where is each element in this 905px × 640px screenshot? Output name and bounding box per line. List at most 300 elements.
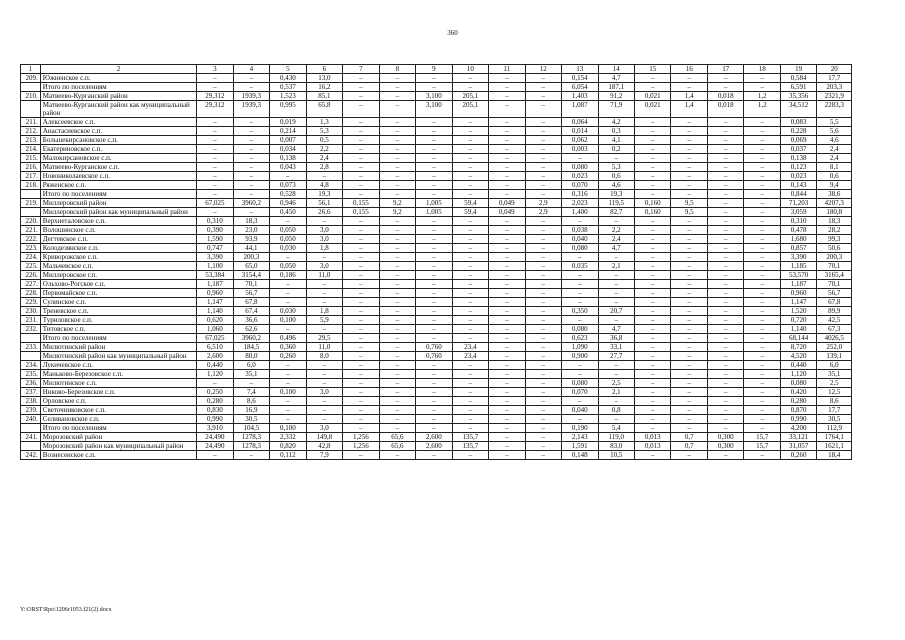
value-cell: –	[744, 379, 780, 388]
value-cell: –	[635, 316, 671, 325]
value-cell: –	[671, 217, 707, 226]
value-cell: 0,138	[780, 154, 816, 163]
value-cell: –	[343, 379, 379, 388]
value-cell: 0,6	[817, 172, 852, 181]
value-cell: –	[452, 451, 488, 460]
value-cell: –	[525, 262, 561, 271]
value-cell: –	[635, 217, 671, 226]
value-cell: –	[635, 163, 671, 172]
value-cell: –	[525, 433, 561, 442]
value-cell: 0,857	[780, 244, 816, 253]
table-row	[21, 118, 852, 127]
value-cell: 29,312	[197, 101, 233, 118]
row-index: 215.	[21, 154, 41, 163]
table-row	[21, 199, 852, 208]
value-cell: –	[707, 424, 743, 433]
value-cell: –	[525, 101, 561, 118]
value-cell: 1,591	[562, 442, 598, 451]
value-cell: –	[635, 226, 671, 235]
value-cell: –	[452, 145, 488, 154]
value-cell: –	[416, 280, 452, 289]
value-cell: –	[489, 253, 525, 262]
value-cell: –	[525, 415, 561, 424]
value-cell: 0,760	[416, 352, 452, 361]
value-cell: –	[525, 181, 561, 190]
value-cell: –	[343, 262, 379, 271]
value-cell: –	[379, 424, 415, 433]
value-cell: –	[744, 343, 780, 352]
value-cell: 4,7	[598, 325, 634, 334]
value-cell: –	[744, 190, 780, 199]
value-cell: –	[707, 127, 743, 136]
value-cell: –	[744, 83, 780, 92]
value-cell: –	[379, 397, 415, 406]
value-cell: 0,300	[707, 442, 743, 451]
value-cell: 8,1	[817, 163, 852, 172]
value-cell: –	[744, 145, 780, 154]
column-number: 13	[562, 65, 598, 74]
value-cell: –	[707, 298, 743, 307]
value-cell: –	[707, 370, 743, 379]
value-cell: –	[562, 271, 598, 280]
value-cell: 5,9	[306, 316, 342, 325]
value-cell: –	[379, 74, 415, 83]
value-cell: 68,144	[780, 334, 816, 343]
value-cell: –	[416, 127, 452, 136]
value-cell: –	[525, 379, 561, 388]
value-cell: –	[707, 199, 743, 208]
value-cell: –	[489, 379, 525, 388]
value-cell: 0,990	[780, 415, 816, 424]
value-cell: –	[197, 145, 233, 154]
value-cell: 4,520	[780, 352, 816, 361]
value-cell: 33,121	[780, 433, 816, 442]
value-cell: –	[416, 217, 452, 226]
value-cell: –	[270, 253, 306, 262]
value-cell: –	[489, 289, 525, 298]
value-cell: 0,946	[270, 199, 306, 208]
value-cell: 0,040	[562, 235, 598, 244]
value-cell: –	[379, 379, 415, 388]
value-cell: –	[197, 136, 233, 145]
row-index: 213.	[21, 136, 41, 145]
value-cell: –	[416, 415, 452, 424]
value-cell: –	[635, 361, 671, 370]
value-cell: 16,2	[306, 83, 342, 92]
value-cell: 0,350	[562, 307, 598, 316]
value-cell: –	[744, 253, 780, 262]
value-cell: –	[233, 74, 269, 83]
value-cell: –	[270, 379, 306, 388]
value-cell: –	[343, 253, 379, 262]
value-cell: –	[343, 415, 379, 424]
value-cell: –	[525, 244, 561, 253]
row-index: 212.	[21, 127, 41, 136]
value-cell: –	[635, 370, 671, 379]
value-cell: –	[671, 172, 707, 181]
value-cell: –	[489, 163, 525, 172]
value-cell: –	[343, 83, 379, 92]
row-index: 224.	[21, 253, 41, 262]
value-cell: –	[707, 244, 743, 253]
value-cell: 1,005	[416, 208, 452, 217]
value-cell: 31,057	[780, 442, 816, 451]
value-cell: –	[671, 361, 707, 370]
value-cell: –	[671, 271, 707, 280]
value-cell: 4,7	[598, 74, 634, 83]
row-index	[21, 424, 41, 433]
value-cell: –	[707, 74, 743, 83]
value-cell: –	[452, 289, 488, 298]
value-cell: 0,013	[635, 442, 671, 451]
value-cell: –	[671, 83, 707, 92]
value-cell: –	[525, 154, 561, 163]
value-cell: 20,7	[598, 307, 634, 316]
value-cell: 13,0	[306, 74, 342, 83]
value-cell: –	[233, 145, 269, 154]
value-cell: –	[635, 154, 671, 163]
territory-name: Анастасиевское с.п.	[40, 127, 196, 136]
value-cell: –	[707, 307, 743, 316]
territory-name: Маньково-Березовское с.п.	[40, 370, 196, 379]
value-cell: 4,6	[598, 181, 634, 190]
value-cell: 0,820	[270, 442, 306, 451]
value-cell: 35,1	[233, 370, 269, 379]
value-cell: 4,2	[598, 118, 634, 127]
value-cell: –	[452, 83, 488, 92]
value-cell: –	[489, 325, 525, 334]
value-cell: 42,8	[306, 442, 342, 451]
row-index: 216.	[21, 163, 41, 172]
value-cell: –	[671, 343, 707, 352]
column-number: 10	[452, 65, 488, 74]
value-cell: –	[343, 163, 379, 172]
value-cell: –	[525, 136, 561, 145]
value-cell: –	[197, 181, 233, 190]
value-cell: 1,100	[197, 262, 233, 271]
value-cell: 12,5	[817, 388, 852, 397]
value-cell: –	[489, 424, 525, 433]
territory-name: Матвеево-Курганский район как муниципальный район	[40, 101, 196, 118]
value-cell: 1,005	[416, 199, 452, 208]
value-cell: –	[379, 325, 415, 334]
value-cell: 2,9	[525, 199, 561, 208]
value-cell: 34,512	[780, 101, 816, 118]
value-cell: –	[635, 181, 671, 190]
value-cell: –	[744, 181, 780, 190]
value-cell: 0,080	[562, 163, 598, 172]
value-cell: 42,5	[817, 316, 852, 325]
value-cell: 1,4	[671, 92, 707, 101]
value-cell: –	[452, 424, 488, 433]
value-cell: –	[671, 415, 707, 424]
value-cell: –	[744, 415, 780, 424]
value-cell: 0,190	[562, 424, 598, 433]
value-cell: –	[707, 316, 743, 325]
value-cell: 0,186	[270, 271, 306, 280]
value-cell: –	[416, 379, 452, 388]
value-cell: 29,312	[197, 92, 233, 101]
row-index: 227.	[21, 280, 41, 289]
value-cell: 91,2	[598, 92, 634, 101]
value-cell: 16,9	[233, 406, 269, 415]
column-number: 12	[525, 65, 561, 74]
value-cell: 0,250	[197, 388, 233, 397]
value-cell: –	[416, 74, 452, 83]
value-cell: –	[416, 397, 452, 406]
value-cell: –	[671, 253, 707, 262]
value-cell: –	[707, 289, 743, 298]
value-cell: 6,054	[562, 83, 598, 92]
value-cell: –	[707, 190, 743, 199]
value-cell: 0,021	[635, 92, 671, 101]
territory-name: Титовское с.п.	[40, 325, 196, 334]
value-cell: 85,1	[306, 92, 342, 101]
column-number: 17	[707, 65, 743, 74]
value-cell: –	[489, 370, 525, 379]
territory-name: Никово-Березовское с.п.	[40, 388, 196, 397]
value-cell: –	[562, 397, 598, 406]
value-cell: –	[379, 154, 415, 163]
value-cell: –	[489, 226, 525, 235]
value-cell: 0,214	[270, 127, 306, 136]
table-row	[21, 388, 852, 397]
value-cell: 0,160	[635, 208, 671, 217]
value-cell: 0,034	[270, 145, 306, 154]
value-cell: 2,4	[598, 235, 634, 244]
value-cell: –	[270, 289, 306, 298]
value-cell: –	[635, 145, 671, 154]
table-row	[21, 163, 852, 172]
row-index: 233.	[21, 343, 41, 352]
value-cell: 0,100	[270, 424, 306, 433]
value-cell: –	[635, 118, 671, 127]
value-cell: –	[452, 334, 488, 343]
value-cell: 1621,1	[817, 442, 852, 451]
value-cell: –	[416, 118, 452, 127]
value-cell: 119,0	[598, 433, 634, 442]
row-index: 210.	[21, 92, 41, 101]
value-cell: –	[416, 361, 452, 370]
value-cell: –	[671, 406, 707, 415]
value-cell: –	[489, 83, 525, 92]
value-cell: –	[306, 415, 342, 424]
value-cell: 1939,3	[233, 92, 269, 101]
value-cell: –	[525, 145, 561, 154]
value-cell: 67,025	[197, 334, 233, 343]
value-cell: 252,0	[817, 343, 852, 352]
value-cell: 0,073	[270, 181, 306, 190]
territory-name: Ряженское с.п.	[40, 181, 196, 190]
value-cell: –	[744, 172, 780, 181]
value-cell: –	[306, 379, 342, 388]
value-cell: –	[379, 92, 415, 101]
value-cell: –	[343, 92, 379, 101]
value-cell: –	[562, 370, 598, 379]
value-cell: 1,120	[780, 370, 816, 379]
row-index: 226.	[21, 271, 41, 280]
value-cell: –	[598, 271, 634, 280]
value-cell: –	[489, 388, 525, 397]
value-cell: 1,256	[343, 433, 379, 442]
value-cell: 3960,2	[233, 334, 269, 343]
value-cell: 0,720	[780, 316, 816, 325]
value-cell: –	[671, 451, 707, 460]
column-number: 5	[270, 65, 306, 74]
value-cell: –	[270, 325, 306, 334]
row-index: 228.	[21, 289, 41, 298]
value-cell: 203,3	[817, 83, 852, 92]
value-cell: 80,0	[233, 352, 269, 361]
row-index: 211.	[21, 118, 41, 127]
value-cell: 0,7	[671, 442, 707, 451]
value-cell: –	[489, 316, 525, 325]
value-cell: –	[489, 217, 525, 226]
value-cell: 0,030	[270, 244, 306, 253]
value-cell: –	[233, 83, 269, 92]
value-cell: 0,8	[598, 406, 634, 415]
value-cell: 200,3	[233, 253, 269, 262]
value-cell: 89,9	[817, 307, 852, 316]
territory-name: Новониколаевское с.п.	[40, 172, 196, 181]
value-cell: 65,6	[379, 433, 415, 442]
value-cell: 5,5	[817, 118, 852, 127]
row-index: 225.	[21, 262, 41, 271]
value-cell: –	[744, 388, 780, 397]
value-cell: 3165,4	[817, 271, 852, 280]
value-cell: –	[598, 397, 634, 406]
value-cell: –	[671, 307, 707, 316]
value-cell: –	[416, 154, 452, 163]
value-cell: –	[635, 388, 671, 397]
value-cell: 8,720	[780, 343, 816, 352]
value-cell: –	[525, 92, 561, 101]
value-cell: 1,520	[780, 307, 816, 316]
value-cell: –	[270, 280, 306, 289]
value-cell: –	[343, 101, 379, 118]
value-cell: –	[671, 298, 707, 307]
value-cell: –	[416, 370, 452, 379]
value-cell: –	[525, 307, 561, 316]
value-cell: –	[635, 74, 671, 83]
value-cell: –	[525, 74, 561, 83]
value-cell: –	[707, 361, 743, 370]
territory-name: Ольхово-Рогское с.п.	[40, 280, 196, 289]
value-cell: 0,070	[562, 181, 598, 190]
value-cell: –	[525, 451, 561, 460]
value-cell: 0,007	[270, 136, 306, 145]
value-cell: 0,228	[780, 127, 816, 136]
value-cell: 1,140	[780, 325, 816, 334]
value-cell: 71,9	[598, 101, 634, 118]
value-cell: –	[525, 163, 561, 172]
value-cell: 19,3	[598, 190, 634, 199]
value-cell: –	[343, 370, 379, 379]
table-row	[21, 83, 852, 92]
value-cell: –	[707, 154, 743, 163]
value-cell: –	[306, 406, 342, 415]
value-cell: 0,050	[270, 262, 306, 271]
value-cell: 1,087	[562, 101, 598, 118]
value-cell: 2,4	[817, 154, 852, 163]
value-cell: –	[635, 172, 671, 181]
value-cell: –	[416, 388, 452, 397]
value-cell: –	[525, 406, 561, 415]
territory-name: Большекирсановское с.п.	[40, 136, 196, 145]
value-cell: –	[197, 118, 233, 127]
value-cell: –	[343, 307, 379, 316]
value-cell: –	[744, 74, 780, 83]
value-cell: –	[306, 172, 342, 181]
value-cell: –	[671, 181, 707, 190]
value-cell: –	[635, 244, 671, 253]
value-cell: –	[598, 253, 634, 262]
value-cell: 82,7	[598, 208, 634, 217]
value-cell: –	[671, 136, 707, 145]
value-cell: –	[744, 397, 780, 406]
value-cell: 38,6	[817, 190, 852, 199]
value-cell: 30,5	[233, 415, 269, 424]
value-cell: –	[635, 352, 671, 361]
value-cell: –	[707, 334, 743, 343]
value-cell: –	[343, 190, 379, 199]
value-cell: 0,496	[270, 334, 306, 343]
value-cell: –	[452, 397, 488, 406]
value-cell: –	[671, 118, 707, 127]
value-cell: –	[489, 361, 525, 370]
value-cell: –	[671, 280, 707, 289]
value-cell: –	[744, 235, 780, 244]
value-cell: –	[233, 172, 269, 181]
value-cell: –	[707, 181, 743, 190]
row-index: 234.	[21, 361, 41, 370]
value-cell: 9,4	[817, 181, 852, 190]
value-cell: –	[744, 199, 780, 208]
value-cell: –	[379, 388, 415, 397]
value-cell: –	[525, 217, 561, 226]
value-cell: 59,4	[452, 208, 488, 217]
value-cell: 0,2	[598, 145, 634, 154]
value-cell: 0,021	[635, 101, 671, 118]
value-cell: –	[452, 163, 488, 172]
value-cell: 1,4	[671, 101, 707, 118]
value-cell: –	[635, 415, 671, 424]
value-cell: 8,6	[233, 397, 269, 406]
row-index	[21, 190, 41, 199]
value-cell: 29,5	[306, 334, 342, 343]
value-cell: –	[635, 190, 671, 199]
value-cell: 0,430	[270, 74, 306, 83]
value-cell: 119,5	[598, 199, 634, 208]
table-row	[21, 424, 852, 433]
territory-name: Южненское с.п.	[40, 74, 196, 83]
value-cell: –	[744, 352, 780, 361]
value-cell: 18,4	[817, 451, 852, 460]
row-index: 218.	[21, 181, 41, 190]
value-cell: –	[379, 226, 415, 235]
value-cell: –	[379, 307, 415, 316]
value-cell: –	[343, 235, 379, 244]
value-cell: –	[707, 118, 743, 127]
row-index: 217.	[21, 172, 41, 181]
value-cell: –	[452, 361, 488, 370]
value-cell: 6,510	[197, 343, 233, 352]
value-cell: 67,4	[233, 307, 269, 316]
value-cell: 0,830	[197, 406, 233, 415]
value-cell: –	[489, 235, 525, 244]
value-cell: –	[379, 415, 415, 424]
value-cell: –	[343, 118, 379, 127]
